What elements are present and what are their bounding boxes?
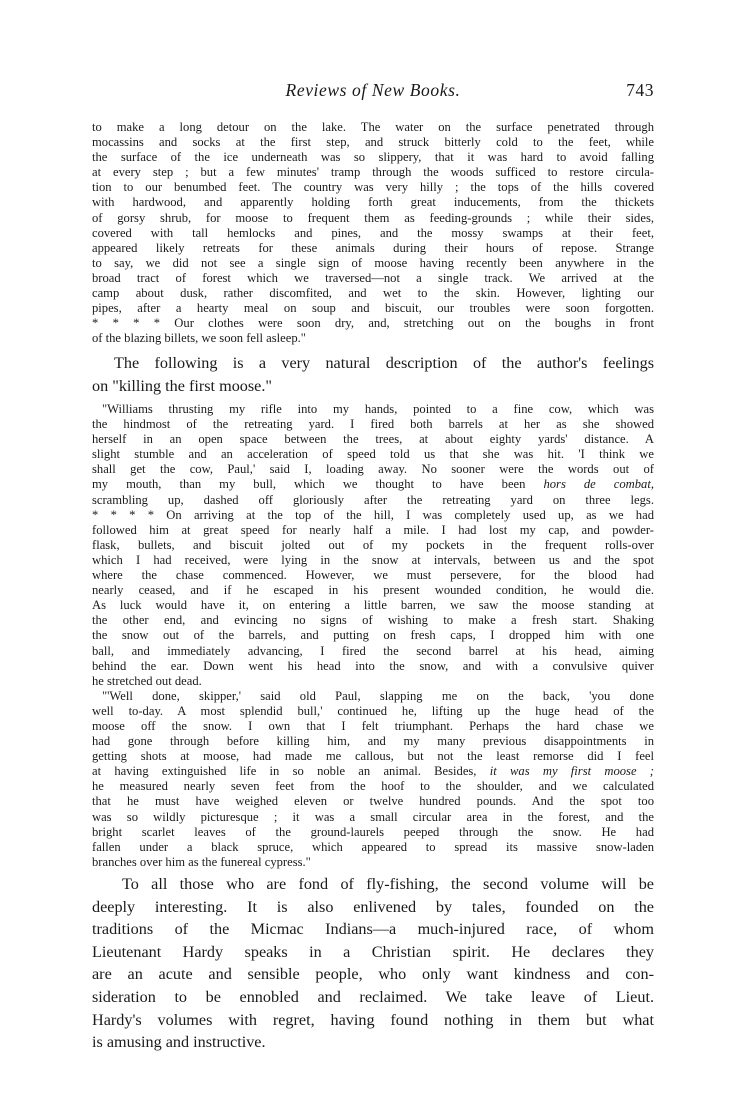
text-line: broad tract of forest which we traversed—not a single track. We arrived at the [92,270,654,285]
text-line: Lieutenant Hardy speaks in a Christian spirit. He declares they [92,942,654,961]
text-line [92,477,654,492]
text-line: had gone through before killing him, and my many previous disappointments in [92,734,654,749]
text-line: shall get the cow, Paul,' said I, loading away. No sooner were the words out of [92,462,654,477]
text-line: where the chase commenced. However, we must persevere, for the blood had [92,568,654,583]
text-segment: at having extinguished life in so noble an animal. Besides, [92,764,477,779]
text-line: are an acute and sensible people, who only want kindness and con- [92,965,654,984]
running-title: Reviews of New Books. [285,80,461,100]
text-line: the hindmost of the retreating yard. I fired both barrels at her as she showed [92,417,654,432]
text-line: the snow out of the barrels, and putting on fresh caps, I dropped him with one [92,628,654,643]
quote-block-continued [92,120,654,346]
text-line: bright scarlet leaves of the ground-laurels peeped through the snow. He had [92,824,654,839]
text-line: slight stumble and an acceleration of speed told us that she was hit. 'I think we [92,447,654,462]
text-line: covered with tall hemlocks and pines, and the mossy swamps at their feet, [92,225,654,240]
text-line: fallen under a black spruce, which appeared to spread its massive snow-laden [92,839,654,854]
body-paragraph-closing [92,873,654,1054]
text-line: is amusing and instructive. [92,1033,266,1052]
italic-phrase: it was my first moose ; [489,764,654,779]
text-line: * * * * On arriving at the top of the hill, I was completely used up, as we had [92,507,654,522]
italic-phrase: hors de combat, [543,477,654,492]
text-line: pipes, after a hearty meal on soup and biscuit, our troubles were soon forgotten. [92,301,654,316]
text-line: mocassins and socks at the first step, and struck bitterly cold to the feet, while [92,135,654,150]
text-line: As luck would have it, on entering a little barren, we saw the moose standing at [92,598,654,613]
text-line: moose off the snow. I own that I felt triumphant. Perhaps the hard chase we [92,718,654,733]
text-line: with hardwood, and apparently holding forth great inducements, from the thickets [92,195,654,210]
text-line: he measured nearly seven feet from the hoof to the shoulder, and we calculated [92,779,654,794]
text-line: of the blazing billets, we soon fell asleep." [92,331,306,346]
text-line: behind the ear. Down went his head into the snow, and with a convulsive quiver [92,658,654,673]
page-number: 743 [626,80,654,100]
text-line: * * * * Our clothes were soon dry, and, stretching out on the boughs in front [92,316,654,331]
text-line: at every step ; but a few minutes' tramp through the woods sufficed to restore circula- [92,165,654,180]
body-paragraph-intro [92,352,654,397]
text-line: tion to our benumbed feet. The country was very hilly ; the tops of the hills covered [92,180,654,195]
text-line: scrambling up, dashed off gloriously after the retreating yard on three legs. [92,492,654,507]
text-line: to make a long detour on the lake. The water on the surface penetrated through [92,120,654,134]
text-line: getting shots at moose, had made me callous, but not the least remorse did I feel [92,749,654,764]
text-line: the other end, and evincing no signs of wishing to make a fresh start. Shaking [92,613,654,628]
text-line: which I had received, were lying in the snow at intervals, between us and the spot [92,552,654,567]
text-line: deeply interesting. It is also enlivened by tales, founded on the [92,897,654,916]
text-line: ball, and immediately advancing, I fired the second barrel at his head, aiming [92,643,654,658]
page-header [92,80,654,102]
text-line: followed him at great speed for nearly half a mile. I had lost my cap, and powder- [92,522,654,537]
text-line: nearly ceased, and if he escaped in his present wounded condition, he would die. [92,583,654,598]
text-line: sideration to be ennobled and reclaimed. We take leave of Lieut. [92,987,654,1006]
text-line: flask, bullets, and biscuit jolted out of my pockets in the frequent rolls-over [92,537,654,552]
text-line [92,764,654,779]
text-line: traditions of the Micmac Indians—a much-injured race, of whom [92,920,654,939]
text-line: the surface of the ice underneath was so slippery, that it was hard to avoid falling [92,150,654,165]
text-line: herself in an open space between the trees, at about eighty yards' distance. A [92,432,654,447]
quote-block-moose [92,402,654,870]
text-line: "Williams thrusting my rifle into my hands, pointed to a fine cow, which was [102,402,654,416]
text-line: he stretched out dead. [92,673,202,688]
text-line: branches over him as the funereal cypress." [92,854,311,869]
text-line: Hardy's volumes with regret, having found nothing in them but what [92,1010,654,1029]
text-line: camp about dusk, rather discomfited, and wet to the skin. However, lighting our [92,286,654,301]
text-line: well to-day. A most splendid bull,' continued he, lifting up the huge head of the [92,703,654,718]
text-line: was so wildly picturesque ; it was a small circular area in the forest, and the [92,809,654,824]
text-line: on "killing the first moose." [92,376,273,395]
text-segment: my mouth, than my bull, which we thought to have been [92,477,526,492]
text-line: The following is a very natural description of the author's feelings [114,354,654,372]
text-line: To all those who are fond of fly-fishing, the second volume will be [122,875,654,893]
text-line: appeared likely retreats for these animals during their hours of repose. Strange [92,240,654,255]
text-line: that he must have weighed eleven or twelve hundred pounds. And the spot too [92,794,654,809]
text-line: to say, we did not see a single sign of moose having recently been anywhere in the [92,255,654,270]
text-line: of gorsy shrub, for moose to frequent them as feeding-grounds ; while their sides, [92,210,654,225]
text-line: "'Well done, skipper,' said old Paul, slapping me on the back, 'you done [102,688,654,703]
